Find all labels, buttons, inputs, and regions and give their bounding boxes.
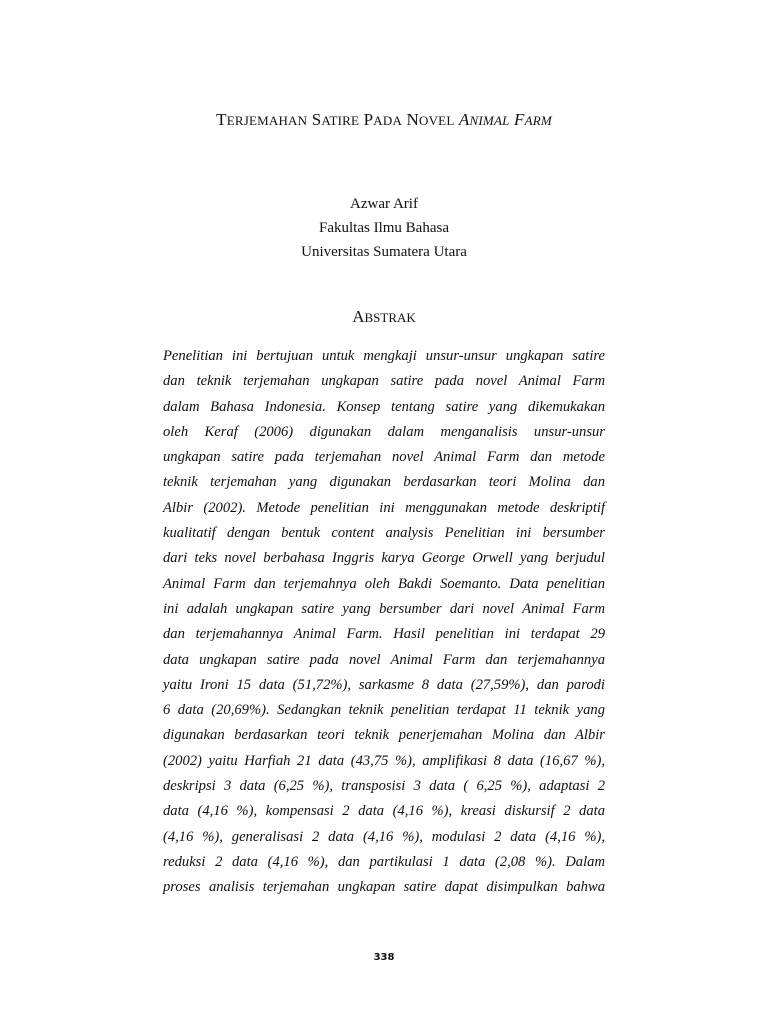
abstract-line: oleh Keraf (2006) digunakan dalam menganalisis unsur-unsur <box>163 423 605 440</box>
abstract-line: dan teknik terjemahan ungkapan satire pada novel Animal Farm <box>163 373 605 390</box>
abstract-heading <box>0 307 768 327</box>
abstract-body <box>163 344 605 901</box>
abstract-line: yaitu Ironi 15 data (51,72%), sarkasme 8 data (27,59%), dan parodi <box>163 676 605 693</box>
abstract-line: teknik terjemahan yang digunakan berdasarkan teori Molina dan <box>163 474 605 491</box>
title-word-4-rest: OVEL <box>419 113 455 128</box>
abstract-line: kualitatif dengan bentuk content analysis Penelitian ini bersumber <box>163 525 605 542</box>
title-word-1-cap: T <box>216 110 227 129</box>
abstract-line: Penelitian ini bertujuan untuk mengkaji unsur-unsur ungkapan satire <box>163 348 605 364</box>
abstract-line: dalam Bahasa Indonesia. Konsep tentang satire yang dikemukakan <box>163 398 605 415</box>
abstract-line: data (4,16 %), kompensasi 2 data (4,16 %), kreasi diskursif 2 data <box>163 803 605 820</box>
abstract-line: (4,16 %), generalisasi 2 data (4,16 %), modulasi 2 data (4,16 %), <box>163 828 605 845</box>
abstract-line: Albir (2002). Metode penelitian ini menggunakan metode deskriptif <box>163 499 605 516</box>
abstract-line: 6 data (20,69%). Sedangkan teknik penelitian terdapat 11 teknik yang <box>163 702 605 719</box>
title-word-5-cap: A <box>458 110 470 129</box>
abstract-line: dari teks novel berbahasa Inggris karya George Orwell yang berjudul <box>163 550 605 567</box>
abstract-line: deskripsi 3 data (6,25 %), transposisi 3 data ( 6,25 %), adaptasi 2 <box>163 778 605 795</box>
author-name: Azwar Arif <box>350 196 418 212</box>
abstract-line: data ungkapan satire pada novel Animal Farm dan terjemahannya <box>163 651 605 668</box>
paper-title <box>0 110 768 130</box>
author-university: Universitas Sumatera Utara <box>301 244 467 260</box>
page-number: 338 <box>373 952 395 963</box>
abstract-heading-rest: BSTRAK <box>364 310 416 325</box>
title-word-6-cap: F <box>513 110 525 129</box>
title-italic-part <box>459 110 552 129</box>
abstract-line: dan terjemahannya Animal Farm. Hasil penelitian ini terdapat 29 <box>163 626 605 643</box>
abstract-line: (2002) yaitu Harfiah 21 data (43,75 %), amplifikasi 8 data (16,67 %), <box>163 752 605 769</box>
abstract-line: ini adalah ungkapan satire yang bersumber dari novel Animal Farm <box>163 600 605 617</box>
title-word-1-rest: ERJEMAHAN <box>226 113 308 128</box>
abstract-line: Animal Farm dan terjemahnya oleh Bakdi Soemanto. Data penelitian <box>163 575 605 592</box>
title-word-3-rest: ADA <box>373 113 403 128</box>
author-faculty: Fakultas Ilmu Bahasa <box>319 220 449 236</box>
author-block <box>0 192 768 264</box>
abstract-line: reduksi 2 data (4,16 %), dan partikulasi 1 data (2,08 %). Dalam <box>163 853 605 870</box>
title-word-3-cap: P <box>363 110 374 129</box>
title-word-6-rest: ARM <box>524 113 552 128</box>
abstract-heading-cap: A <box>352 307 365 326</box>
abstract-line: digunakan berdasarkan teori teknik penerjemahan Molina dan Albir <box>163 727 605 744</box>
title-word-2-cap: S <box>311 110 322 129</box>
abstract-line: proses analisis terjemahan ungkapan satire dapat disimpulkan bahwa <box>163 879 605 896</box>
title-word-4-cap: N <box>406 110 419 129</box>
title-word-5-rest: NIMAL <box>469 113 510 128</box>
title-word-2-rest: ATIRE <box>321 113 360 128</box>
abstract-line: ungkapan satire pada terjemahan novel Animal Farm dan metode <box>163 449 605 466</box>
